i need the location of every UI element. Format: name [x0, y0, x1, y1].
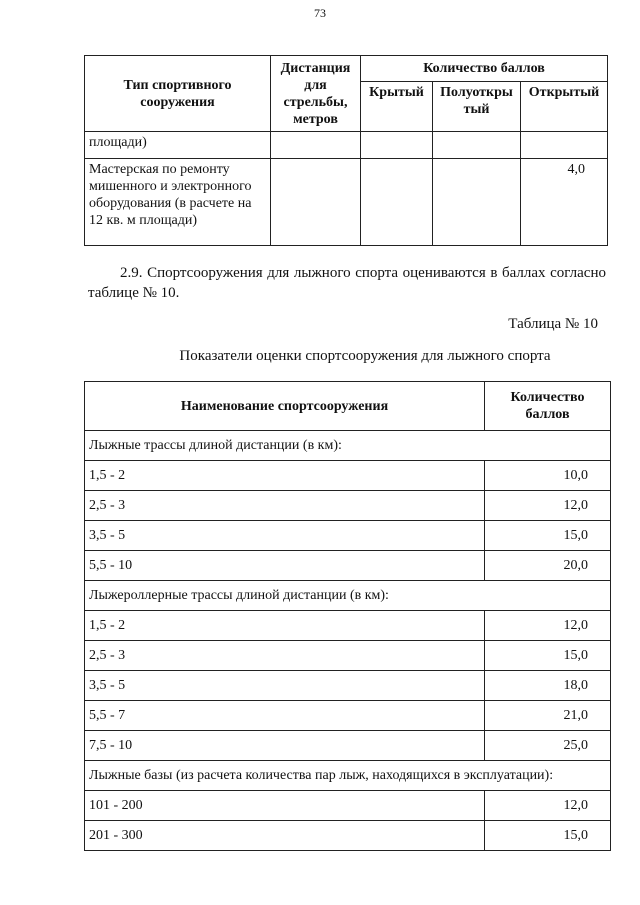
cell-open: 4,0 — [521, 159, 608, 246]
cell-range: 5,5 - 10 — [85, 551, 485, 581]
table-shooting-facilities — [84, 55, 608, 246]
cell-points: 12,0 — [485, 491, 611, 521]
table-row — [85, 791, 611, 821]
cell-range: 1,5 - 2 — [85, 611, 485, 641]
cell-range: 5,5 - 7 — [85, 701, 485, 731]
cell-facility-name: площади) — [85, 132, 271, 159]
page-number: 73 — [314, 6, 326, 20]
cell-points: 12,0 — [485, 611, 611, 641]
cell-points: 15,0 — [485, 521, 611, 551]
cell-points: 18,0 — [485, 671, 611, 701]
header-shooting-distance: Дистанция для стрельбы, метров — [271, 56, 361, 132]
cell-points: 20,0 — [485, 551, 611, 581]
cell-range: 3,5 - 5 — [85, 521, 485, 551]
cell-range: 3,5 - 5 — [85, 671, 485, 701]
table-row — [85, 671, 611, 701]
table-row — [85, 821, 611, 851]
table-label: Таблица № 10 — [508, 316, 598, 332]
cell-range: 1,5 - 2 — [85, 461, 485, 491]
table-row — [85, 159, 608, 246]
cell-points: 25,0 — [485, 731, 611, 761]
table-row — [85, 132, 608, 159]
table-row — [85, 731, 611, 761]
cell-range: 2,5 - 3 — [85, 491, 485, 521]
cell-points: 15,0 — [485, 641, 611, 671]
header-semi-open: Полуоткры тый — [433, 82, 521, 132]
group-row — [85, 431, 611, 461]
cell-range: 7,5 - 10 — [85, 731, 485, 761]
header-covered: Крытый — [361, 82, 433, 132]
header-facility-type: Тип спортивного сооружения — [85, 56, 271, 132]
cell-points: 12,0 — [485, 791, 611, 821]
cell-range: 2,5 - 3 — [85, 641, 485, 671]
table-caption: Показатели оценки спортсооружения для лыжного спорта — [179, 348, 551, 364]
group-title: Лыжероллерные трассы длиной дистанции (в км): — [85, 581, 611, 611]
cell-semi-open — [433, 132, 521, 159]
cell-semi-open — [433, 159, 521, 246]
header-points: Количество баллов — [361, 56, 608, 82]
header-facility-name: Наименование спортсооружения — [85, 382, 485, 431]
cell-covered — [361, 132, 433, 159]
header-open: Открытый — [521, 82, 608, 132]
table-row — [85, 461, 611, 491]
table-row — [85, 521, 611, 551]
cell-distance — [271, 159, 361, 246]
paragraph-text: 2.9. Спортсооружения для лыжного спорта оцениваются в баллах согласно таблице № 10. — [88, 265, 606, 301]
group-title: Лыжные базы (из расчета количества пар лыж, находящихся в эксплуатации): — [85, 761, 611, 791]
cell-covered — [361, 159, 433, 246]
header-points: Количество баллов — [485, 382, 611, 431]
cell-distance — [271, 132, 361, 159]
cell-range: 101 - 200 — [85, 791, 485, 821]
cell-facility-name: Мастерская по ремонту мишенного и электронного оборудования (в расчете на 12 кв. м площади) — [85, 159, 271, 246]
cell-points: 10,0 — [485, 461, 611, 491]
group-row — [85, 761, 611, 791]
paragraph-2-9 — [88, 263, 606, 303]
table-row — [85, 491, 611, 521]
cell-open — [521, 132, 608, 159]
table-row — [85, 611, 611, 641]
table-row — [85, 701, 611, 731]
group-row — [85, 581, 611, 611]
group-title: Лыжные трассы длиной дистанции (в км): — [85, 431, 611, 461]
cell-range: 201 - 300 — [85, 821, 485, 851]
table-body — [85, 431, 611, 851]
cell-points: 15,0 — [485, 821, 611, 851]
table-row — [85, 551, 611, 581]
table-ski-facilities — [84, 381, 611, 851]
table-row — [85, 641, 611, 671]
cell-points: 21,0 — [485, 701, 611, 731]
